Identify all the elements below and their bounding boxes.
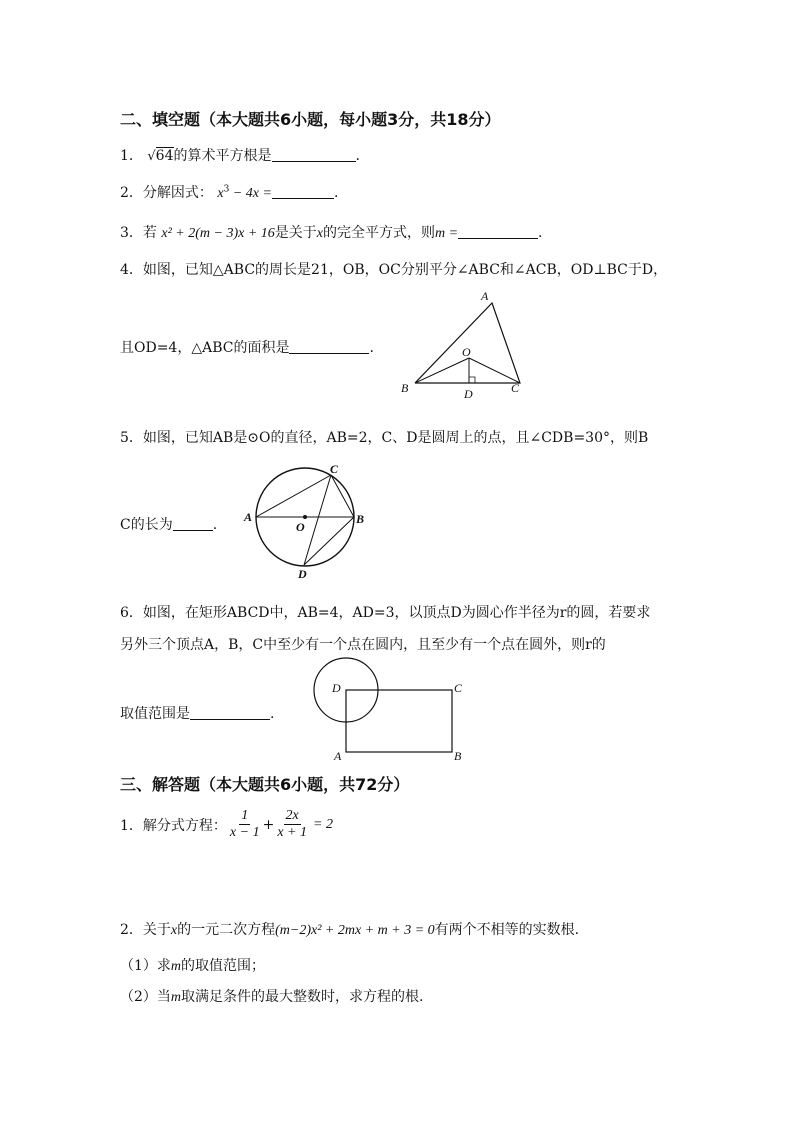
answer-blank[interactable]	[289, 339, 369, 354]
question-4-line-2	[120, 337, 374, 357]
label-a: A	[334, 749, 342, 763]
question-text: 的完全平方式，则	[322, 225, 435, 241]
answer-blank[interactable]	[173, 516, 213, 531]
question-text: 2．关于	[120, 922, 171, 938]
solve-question-2	[120, 919, 579, 939]
math-var: m	[170, 990, 182, 1005]
answer-blank[interactable]	[272, 147, 356, 162]
denominator: x + 1	[277, 825, 307, 840]
label-c: C	[454, 681, 463, 695]
label-a: A	[244, 510, 253, 524]
question-text: 是关于	[274, 225, 317, 241]
period: .	[212, 517, 218, 533]
math-expression: − 4x =	[229, 186, 272, 201]
question-text: 2．分解因式：	[120, 185, 213, 201]
answer-blank[interactable]	[458, 224, 538, 239]
question-text: 的一元二次方程	[177, 922, 276, 938]
sub-question-2	[120, 986, 424, 1006]
rectangle-figure	[300, 650, 475, 765]
section-3-title: 三、解答题（本大题共6小题，共72分）	[120, 775, 410, 794]
equation-rhs: = 2	[313, 816, 333, 832]
question-6-line-2: 另外三个顶点A，B，C中至少有一个点在圆内，且至少有一个点在圆外，则r的	[120, 637, 606, 653]
label-c: C	[330, 462, 339, 476]
chord-ac	[256, 475, 331, 517]
question-5-line-2	[120, 514, 217, 534]
label-d: D	[298, 567, 307, 581]
label-b: B	[454, 749, 462, 763]
question-1	[120, 145, 360, 165]
label-b: B	[401, 381, 409, 395]
question-text: 有两个不相等的实数根.	[434, 922, 580, 938]
triangle-figure	[395, 290, 535, 405]
right-angle-mark	[469, 377, 475, 383]
label-o: O	[462, 345, 471, 359]
question-4-line-1: 4．如图，已知△ABC的周长是21，OB，OC分别平分∠ABC和∠ACB，OD⊥BC于D，	[120, 262, 668, 278]
section-2-title: 二、填空题（本大题共6小题，每小题3分，共18分）	[120, 110, 501, 129]
label-o: O	[296, 520, 305, 534]
math-var: m =	[434, 226, 459, 241]
plus-sign: +	[262, 816, 275, 833]
question-text: 取满足条件的最大整数时，求方程的根.	[181, 989, 424, 1005]
math-exponent: 3	[223, 184, 230, 195]
answer-blank[interactable]	[190, 705, 270, 720]
question-text: 且OD=4，△ABC的面积是	[120, 340, 290, 356]
question-text: 的取值范围；	[181, 958, 266, 974]
question-number: 1．	[120, 148, 143, 164]
math-var: x	[170, 923, 178, 938]
segment-ob	[415, 358, 469, 383]
denominator: x − 1	[229, 825, 260, 840]
math-var: x	[217, 186, 224, 201]
fraction-2	[275, 808, 309, 841]
question-2	[120, 182, 338, 202]
question-text: 1．解分式方程：	[120, 817, 227, 834]
label-c: C	[511, 381, 520, 395]
sqrt-argument: 64	[155, 148, 174, 164]
period: .	[369, 340, 374, 356]
question-6-line-3	[120, 703, 274, 723]
math-var: x	[316, 226, 323, 241]
period: .	[333, 185, 339, 201]
period: .	[270, 706, 275, 722]
chord-cb	[331, 475, 354, 517]
numerator: 2x	[285, 808, 299, 823]
question-text: 的算术平方根是	[173, 148, 272, 164]
period: .	[355, 148, 360, 164]
question-text: （1）求	[120, 958, 171, 974]
circle-figure	[240, 460, 375, 585]
question-6-line-1: 6．如图，在矩形ABCD中，AB=4，AD=3，以顶点D为圆心作半径为r的圆，若要求	[120, 605, 651, 621]
solve-question-1	[120, 808, 333, 841]
math-expression: x² + 2(m − 3)x + 16	[161, 226, 275, 241]
period: .	[538, 225, 543, 241]
answer-blank[interactable]	[272, 184, 334, 199]
numerator: 1	[241, 808, 249, 823]
question-3	[120, 222, 543, 242]
question-text: （2）当	[120, 989, 171, 1005]
label-a: A	[481, 290, 489, 303]
equation: (m−2)x² + 2mx + m + 3 = 0	[275, 923, 435, 938]
math-var: m	[170, 959, 182, 974]
center-dot	[303, 515, 307, 519]
label-b: B	[356, 512, 365, 526]
question-text: 取值范围是	[120, 706, 190, 722]
question-text: C的长为	[120, 517, 173, 533]
label-d: D	[464, 387, 473, 401]
sqrt-expression: √64	[147, 148, 174, 164]
question-text: 3．若	[120, 225, 162, 241]
sub-question-1	[120, 955, 265, 975]
fraction-1	[228, 808, 262, 841]
triangle-abc	[415, 303, 520, 383]
rectangle-abcd	[346, 690, 452, 752]
question-5-line-1: 5．如图，已知AB是⊙O的直径，AB=2，C、D是圆周上的点，且∠CDB=30°，则B	[120, 430, 649, 446]
label-d: D	[332, 681, 341, 695]
